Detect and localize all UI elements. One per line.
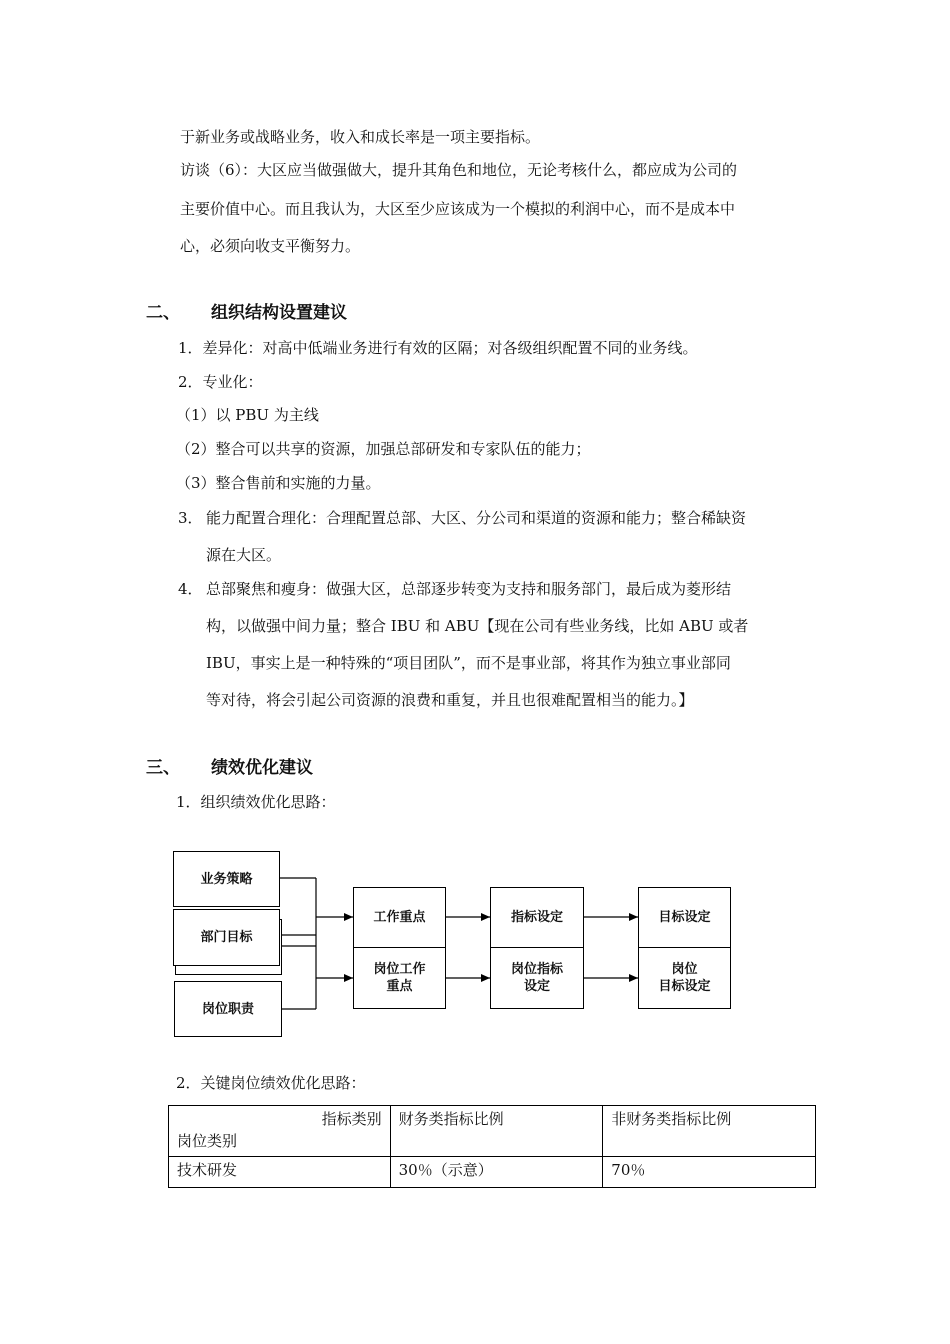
flow-box-indicator-setting: 指标设定 — [490, 887, 584, 948]
section-2-sub-3: （3）整合售前和实施的力量。 — [176, 474, 381, 492]
header-col-label: 指标类别 — [321, 1110, 382, 1128]
flow-box-department-goal: 部门目标 — [173, 909, 280, 966]
section-3-title: 绩效优化建议 — [211, 758, 313, 778]
section-2-item-4-line: 构，以做强中间力量；整合 IBU 和 ABU【现在公司有些业务线，比如 ABU 或者 — [206, 617, 749, 635]
flow-box-work-focus: 工作重点 — [353, 887, 446, 948]
interview-6-line: 访谈（6）：大区应当做强做大，提升其角色和地位，无论考核什么，都应成为公司的 — [180, 161, 738, 179]
section-2-item-4-line: 等对待，将会引起公司资源的浪费和重复，并且也很难配置相当的能力。】 — [206, 691, 694, 709]
section-2-item-4-line: IBU，事实上是一种特殊的“项目团队”，而不是事业部，将其作为独立事业部同 — [206, 654, 731, 672]
diagonal-header-cell — [169, 1106, 391, 1157]
header-financial: 财务类指标比例 — [390, 1106, 603, 1157]
section-3-item-2: 2．关键岗位绩效优化思路： — [176, 1074, 366, 1092]
section-2-item-4-line: 总部聚焦和瘦身：做强大区，总部逐步转变为支持和服务部门，最后成为菱形结 — [206, 580, 732, 598]
cell-category: 技术研发 — [169, 1157, 391, 1188]
interview-6-line: 心，必须向收支平衡努力。 — [180, 237, 361, 255]
section-2-sub-2: （2）整合可以共享的资源，加强总部研发和专家队伍的能力； — [176, 440, 591, 458]
section-2-item-3-line: 能力配置合理化：合理配置总部、大区、分公司和渠道的资源和能力；整合稀缺资 — [206, 509, 747, 527]
flow-box-position-duty: 岗位职责 — [174, 981, 282, 1037]
header-row-label: 岗位类别 — [177, 1132, 238, 1150]
table-row — [169, 1157, 816, 1188]
section-3-item-1: 1．组织绩效优化思路： — [176, 793, 336, 811]
interview-6-line: 主要价值中心。而且我认为，大区至少应该成为一个模拟的利润中心，而不是成本中 — [180, 200, 736, 218]
flow-box-business-strategy: 业务策略 — [173, 851, 280, 907]
table-header-row — [169, 1106, 816, 1157]
section-2-sub-1: （1）以 PBU 为主线 — [176, 406, 319, 424]
flow-box-position-target-setting: 岗位 目标设定 — [638, 947, 731, 1009]
position-indicator-table — [168, 1105, 816, 1188]
flow-box-target-setting: 目标设定 — [638, 887, 731, 948]
section-2-title: 组织结构设置建议 — [211, 303, 347, 323]
section-2-item-3-number: 3． — [178, 509, 203, 527]
flow-box-position-indicator-setting: 岗位指标 设定 — [490, 947, 584, 1009]
cell-non-financial: 70％ — [603, 1157, 816, 1188]
section-2-number: 二、 — [146, 303, 180, 323]
intro-line: 于新业务或战略业务，收入和成长率是一项主要指标。 — [180, 128, 541, 146]
section-2-item-2: 2．专业化： — [178, 373, 263, 391]
section-2-item-1: 1．差异化：对高中低端业务进行有效的区隔；对各级组织配置不同的业务线。 — [178, 339, 698, 357]
section-2-item-3-line: 源在大区。 — [206, 546, 282, 564]
section-3-number: 三、 — [146, 758, 180, 778]
header-non-financial: 非财务类指标比例 — [603, 1106, 816, 1157]
cell-financial: 30％（示意） — [390, 1157, 603, 1188]
flow-box-position-work-focus: 岗位工作 重点 — [353, 947, 446, 1009]
section-2-item-4-number: 4． — [178, 580, 203, 598]
